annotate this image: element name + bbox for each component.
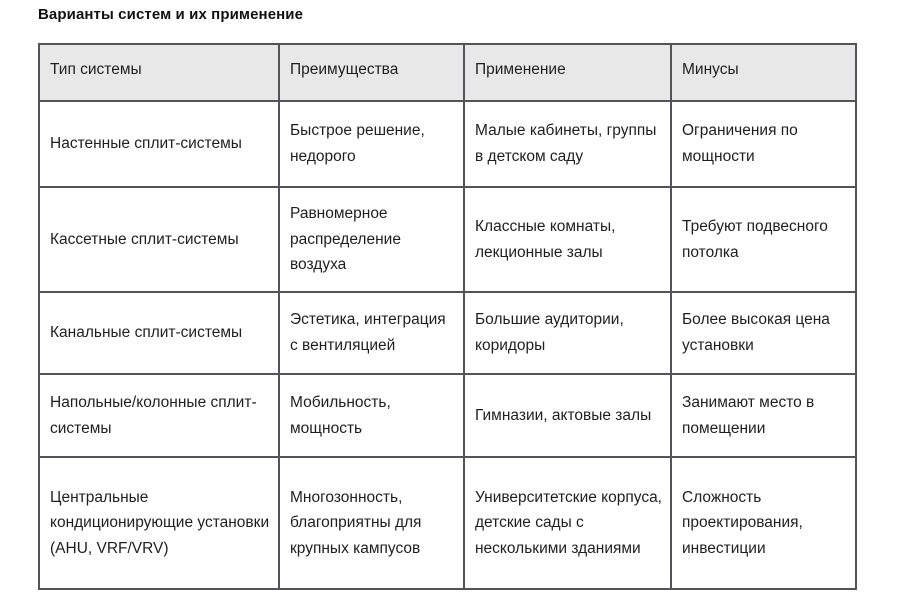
table-cell: Малые кабинеты, группы в детском саду [464,101,671,187]
table-cell: Настенные сплит-системы [39,101,279,187]
table-row [39,187,856,292]
column-header-advantages: Преимущества [279,44,464,101]
table-cell: Быстрое решение, недорого [279,101,464,187]
table-row [39,101,856,187]
table-cell: Равномерное распределение воздуха [279,187,464,292]
table-cell: Сложность проектирования, инвестиции [671,457,856,589]
table-cell: Занимают место в помещении [671,374,856,457]
table-cell: Большие аудитории, коридоры [464,292,671,374]
table-row [39,457,856,589]
table-cell: Более высокая цена установки [671,292,856,374]
table-cell: Гимназии, актовые залы [464,374,671,457]
table-cell: Центральные кондиционирующие установки (AHU, VRF/VRV) [39,457,279,589]
systems-table [38,43,857,590]
table-cell: Канальные сплит-системы [39,292,279,374]
table-cell: Многозонность, благоприятны для крупных кампусов [279,457,464,589]
column-header-system-type: Тип системы [39,44,279,101]
table-cell: Ограничения по мощности [671,101,856,187]
table-cell: Классные комнаты, лекционные залы [464,187,671,292]
table-cell: Требуют подвесного потолка [671,187,856,292]
table-header-row [39,44,856,101]
column-header-application: Применение [464,44,671,101]
table-cell: Мобильность, мощность [279,374,464,457]
table-row [39,374,856,457]
table-row [39,292,856,374]
table-cell: Эстетика, интеграция с вентиляцией [279,292,464,374]
table-cell: Кассетные сплит-системы [39,187,279,292]
column-header-drawbacks: Минусы [671,44,856,101]
table-cell: Университетские корпуса, детские сады с несколькими зданиями [464,457,671,589]
page-title: Варианты систем и их применение [38,6,304,23]
table-cell: Напольные/колонные сплит-системы [39,374,279,457]
